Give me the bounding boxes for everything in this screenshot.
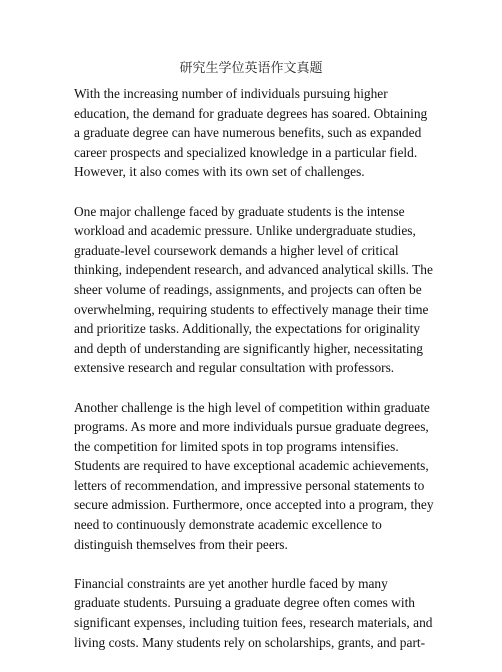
paragraph (74, 84, 432, 182)
paragraph (74, 574, 432, 652)
text-line: letters of recommendation, and impressive personal statements to (74, 477, 425, 493)
document-body (74, 84, 432, 672)
paragraph (74, 202, 432, 378)
text-line: and depth of understanding are significantly higher, necessitating (74, 340, 424, 356)
text-line: graduate students. Pursuing a graduate degree often comes with (74, 595, 415, 611)
paragraph (74, 398, 432, 555)
text-line: living costs. Many students rely on scholarships, grants, and part- (74, 634, 426, 650)
text-line: distinguish themselves from their peers. (74, 536, 288, 552)
text-line: Financial constraints are yet another hurdle faced by many (74, 575, 388, 591)
text-line: programs. As more and more individuals pursue graduate degrees, (74, 419, 429, 435)
text-line: the competition for limited spots in top programs intensifies. (74, 438, 399, 454)
text-line: education, the demand for graduate degrees has soared. Obtaining (74, 105, 428, 121)
text-line: Students are required to have exceptional academic achievements, (74, 458, 429, 474)
document-title: 研究生学位英语作文真题 (179, 61, 323, 76)
text-line: sheer volume of readings, assignments, and projects can often be (74, 281, 422, 297)
text-line: need to continuously demonstrate academic excellence to (74, 517, 382, 533)
text-line: overwhelming, requiring students to effectively manage their time (74, 301, 429, 317)
text-line: significant expenses, including tuition fees, research materials, and (74, 615, 433, 631)
text-line: workload and academic pressure. Unlike undergraduate studies, (74, 223, 416, 239)
text-line: With the increasing number of individuals pursuing higher (74, 86, 388, 101)
text-line: career prospects and specialized knowledge in a particular field. (74, 144, 418, 160)
text-line: One major challenge faced by graduate students is the intense (74, 203, 405, 219)
text-line: secure admission. Furthermore, once accepted into a program, they (74, 497, 434, 513)
text-line: Another challenge is the high level of competition within graduate (74, 399, 430, 415)
text-line: a graduate degree can have numerous benefits, such as expanded (74, 125, 422, 141)
text-line: and prioritize tasks. Additionally, the expectations for originality (74, 321, 421, 337)
text-line: However, it also comes with its own set of challenges. (74, 164, 365, 180)
text-line: graduate-level coursework demands a higher level of critical (74, 242, 399, 258)
text-line: extensive research and regular consultation with professors. (74, 360, 395, 376)
text-line: thinking, independent research, and advanced analytical skills. The (74, 262, 433, 278)
